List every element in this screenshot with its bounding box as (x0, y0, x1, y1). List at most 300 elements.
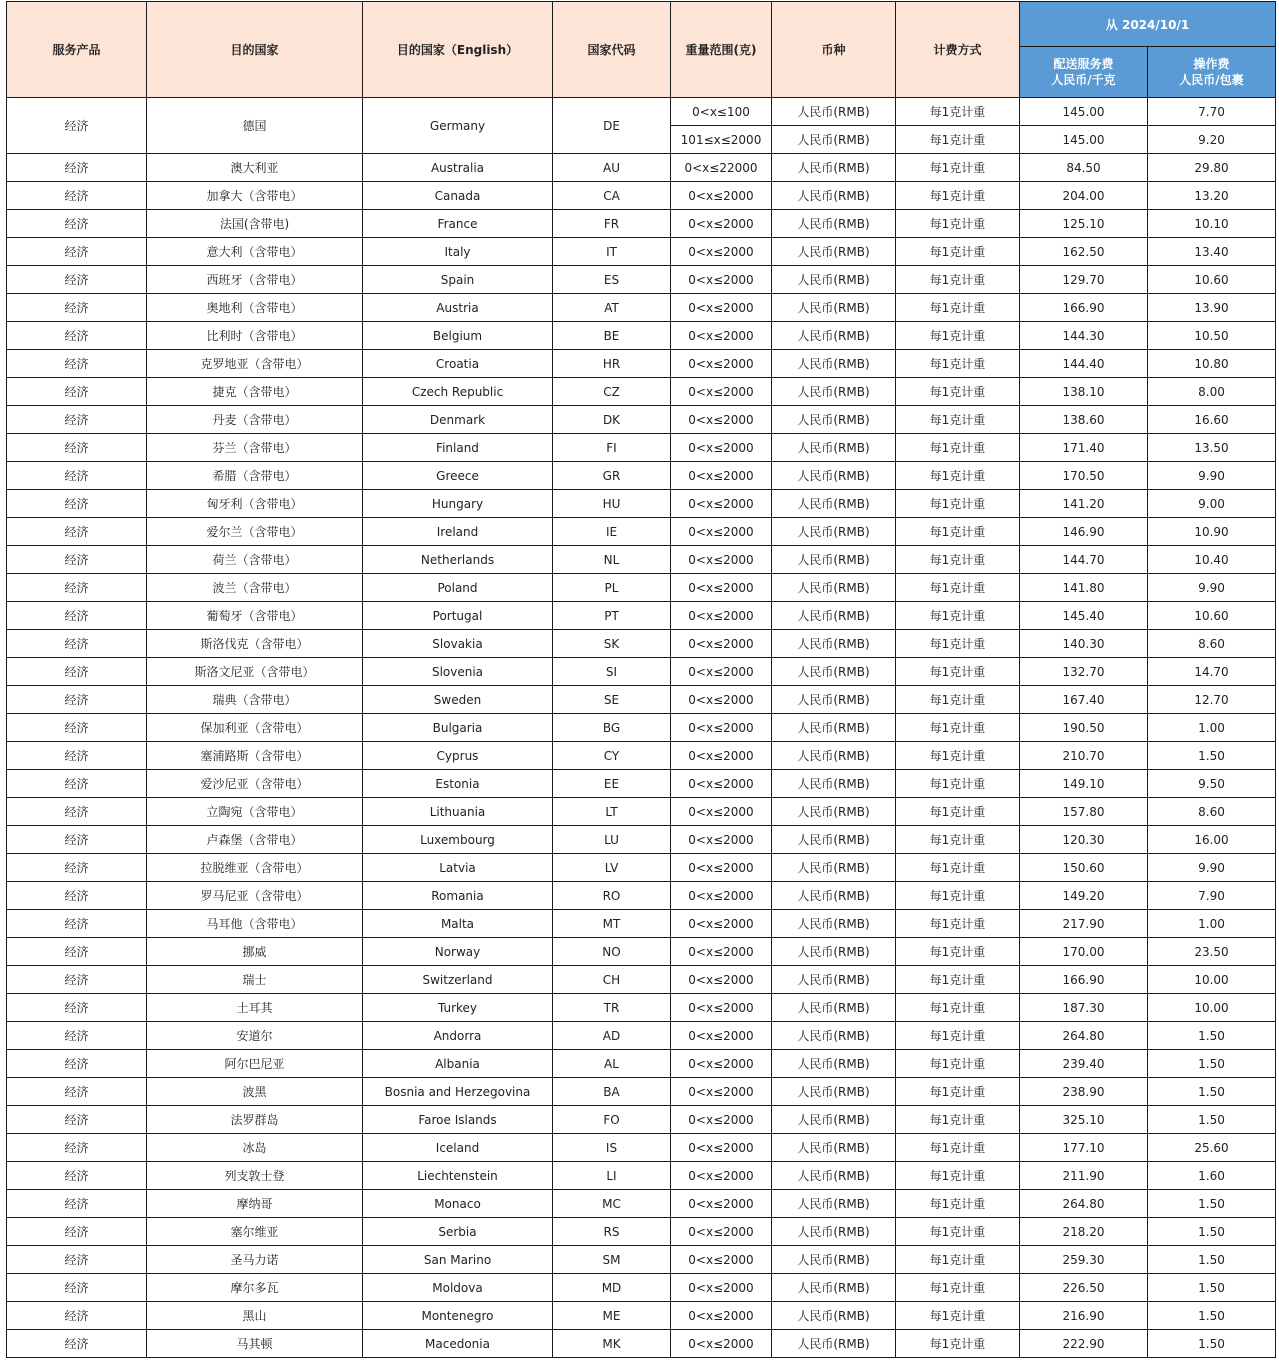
cell-country-code: PT (553, 602, 671, 630)
cell-country-en: Slovakia (363, 630, 553, 658)
cell-handling-fee: 1.00 (1148, 910, 1276, 938)
cell-billing-method: 每1克计重 (896, 182, 1020, 210)
cell-billing-method: 每1克计重 (896, 126, 1020, 154)
cell-currency: 人民币(RMB) (772, 1190, 896, 1218)
cell-country-code: CH (553, 966, 671, 994)
cell-product: 经济 (7, 462, 147, 490)
cell-country-code: CA (553, 182, 671, 210)
cell-product: 经济 (7, 266, 147, 294)
cell-country-en: Macedonia (363, 1330, 553, 1358)
cell-currency: 人民币(RMB) (772, 490, 896, 518)
cell-country-code: AL (553, 1050, 671, 1078)
cell-billing-method: 每1克计重 (896, 350, 1020, 378)
cell-handling-fee: 13.40 (1148, 238, 1276, 266)
cell-country-en: Slovenia (363, 658, 553, 686)
cell-currency: 人民币(RMB) (772, 1302, 896, 1330)
cell-country-en: Montenegro (363, 1302, 553, 1330)
cell-product: 经济 (7, 546, 147, 574)
cell-country-en: Romania (363, 882, 553, 910)
cell-delivery-fee: 138.60 (1020, 406, 1148, 434)
table-row (7, 434, 1276, 462)
cell-country-cn: 安道尔 (147, 1022, 363, 1050)
cell-country-en: Greece (363, 462, 553, 490)
cell-currency: 人民币(RMB) (772, 1246, 896, 1274)
cell-weight-range: 0<x≤2000 (671, 1078, 772, 1106)
cell-country-en: Moldova (363, 1274, 553, 1302)
cell-country-code: GR (553, 462, 671, 490)
table-row (7, 574, 1276, 602)
cell-delivery-fee: 141.80 (1020, 574, 1148, 602)
cell-country-code: IT (553, 238, 671, 266)
cell-country-en: Hungary (363, 490, 553, 518)
table-row (7, 1190, 1276, 1218)
cell-country-cn: 意大利（含带电） (147, 238, 363, 266)
cell-weight-range: 0<x≤2000 (671, 1022, 772, 1050)
cell-country-code: BG (553, 714, 671, 742)
cell-billing-method: 每1克计重 (896, 630, 1020, 658)
cell-weight-range: 0<x≤2000 (671, 770, 772, 798)
cell-product: 经济 (7, 238, 147, 266)
cell-country-en: Turkey (363, 994, 553, 1022)
header-delivery-fee-unit: 人民币/千克 (1051, 73, 1116, 87)
cell-billing-method: 每1克计重 (896, 1106, 1020, 1134)
cell-country-code: DE (553, 98, 671, 154)
cell-currency: 人民币(RMB) (772, 658, 896, 686)
cell-product: 经济 (7, 1022, 147, 1050)
cell-country-cn: 斯洛伐克（含带电） (147, 630, 363, 658)
table-row (7, 98, 1276, 126)
cell-weight-range: 0<x≤2000 (671, 742, 772, 770)
cell-weight-range: 0<x≤2000 (671, 294, 772, 322)
cell-country-cn: 法罗群岛 (147, 1106, 363, 1134)
cell-billing-method: 每1克计重 (896, 1050, 1020, 1078)
cell-weight-range: 101≤x≤2000 (671, 126, 772, 154)
cell-delivery-fee: 150.60 (1020, 854, 1148, 882)
table-row (7, 910, 1276, 938)
cell-weight-range: 0<x≤2000 (671, 350, 772, 378)
cell-billing-method: 每1克计重 (896, 266, 1020, 294)
cell-country-code: LT (553, 798, 671, 826)
cell-delivery-fee: 157.80 (1020, 798, 1148, 826)
cell-country-code: EE (553, 770, 671, 798)
cell-product: 经济 (7, 854, 147, 882)
cell-handling-fee: 10.10 (1148, 210, 1276, 238)
cell-product: 经济 (7, 742, 147, 770)
cell-delivery-fee: 218.20 (1020, 1218, 1148, 1246)
cell-product: 经济 (7, 434, 147, 462)
table-row (7, 154, 1276, 182)
cell-billing-method: 每1克计重 (896, 910, 1020, 938)
cell-country-en: Luxembourg (363, 826, 553, 854)
cell-billing-method: 每1克计重 (896, 826, 1020, 854)
table-header (7, 2, 1276, 98)
cell-billing-method: 每1克计重 (896, 1134, 1020, 1162)
cell-country-cn: 挪威 (147, 938, 363, 966)
cell-currency: 人民币(RMB) (772, 238, 896, 266)
cell-handling-fee: 1.60 (1148, 1162, 1276, 1190)
table-row (7, 1274, 1276, 1302)
cell-product: 经济 (7, 210, 147, 238)
cell-country-cn: 塞尔维亚 (147, 1218, 363, 1246)
cell-handling-fee: 14.70 (1148, 658, 1276, 686)
cell-billing-method: 每1克计重 (896, 1190, 1020, 1218)
cell-currency: 人民币(RMB) (772, 798, 896, 826)
cell-delivery-fee: 190.50 (1020, 714, 1148, 742)
cell-currency: 人民币(RMB) (772, 1162, 896, 1190)
cell-currency: 人民币(RMB) (772, 434, 896, 462)
cell-billing-method: 每1克计重 (896, 966, 1020, 994)
cell-billing-method: 每1克计重 (896, 1246, 1020, 1274)
cell-weight-range: 0<x≤2000 (671, 994, 772, 1022)
cell-country-cn: 荷兰（含带电） (147, 546, 363, 574)
cell-country-en: Cyprus (363, 742, 553, 770)
cell-delivery-fee: 211.90 (1020, 1162, 1148, 1190)
cell-handling-fee: 9.90 (1148, 854, 1276, 882)
cell-delivery-fee: 325.10 (1020, 1106, 1148, 1134)
rate-table (6, 1, 1276, 1358)
cell-billing-method: 每1克计重 (896, 1302, 1020, 1330)
cell-country-en: Finland (363, 434, 553, 462)
cell-product: 经济 (7, 1330, 147, 1358)
cell-country-en: Estonia (363, 770, 553, 798)
cell-country-en: Liechtenstein (363, 1162, 553, 1190)
table-row (7, 378, 1276, 406)
cell-country-cn: 芬兰（含带电） (147, 434, 363, 462)
cell-handling-fee: 10.00 (1148, 994, 1276, 1022)
cell-currency: 人民币(RMB) (772, 378, 896, 406)
cell-country-cn: 瑞士 (147, 966, 363, 994)
cell-product: 经济 (7, 966, 147, 994)
cell-product: 经济 (7, 98, 147, 154)
cell-country-en: Sweden (363, 686, 553, 714)
cell-delivery-fee: 84.50 (1020, 154, 1148, 182)
cell-billing-method: 每1克计重 (896, 658, 1020, 686)
cell-country-cn: 斯洛文尼亚（含带电） (147, 658, 363, 686)
cell-delivery-fee: 145.00 (1020, 126, 1148, 154)
cell-country-cn: 希腊（含带电） (147, 462, 363, 490)
cell-billing-method: 每1克计重 (896, 602, 1020, 630)
cell-currency: 人民币(RMB) (772, 406, 896, 434)
cell-handling-fee: 8.60 (1148, 630, 1276, 658)
cell-handling-fee: 9.20 (1148, 126, 1276, 154)
cell-country-code: LI (553, 1162, 671, 1190)
header-delivery-fee-title: 配送服务费 (1053, 57, 1114, 71)
cell-product: 经济 (7, 350, 147, 378)
cell-product: 经济 (7, 490, 147, 518)
cell-weight-range: 0<x≤2000 (671, 1134, 772, 1162)
cell-country-cn: 爱尔兰（含带电） (147, 518, 363, 546)
table-row (7, 1106, 1276, 1134)
cell-billing-method: 每1克计重 (896, 686, 1020, 714)
cell-handling-fee: 9.90 (1148, 574, 1276, 602)
cell-country-en: Belgium (363, 322, 553, 350)
cell-billing-method: 每1克计重 (896, 322, 1020, 350)
cell-country-code: ES (553, 266, 671, 294)
header-currency: 币种 (772, 2, 896, 98)
cell-currency: 人民币(RMB) (772, 854, 896, 882)
cell-delivery-fee: 167.40 (1020, 686, 1148, 714)
cell-weight-range: 0<x≤2000 (671, 182, 772, 210)
cell-country-en: Serbia (363, 1218, 553, 1246)
cell-country-code: RS (553, 1218, 671, 1246)
cell-currency: 人民币(RMB) (772, 350, 896, 378)
cell-country-cn: 比利时（含带电） (147, 322, 363, 350)
cell-country-cn: 塞浦路斯（含带电） (147, 742, 363, 770)
table-row (7, 1218, 1276, 1246)
cell-handling-fee: 10.40 (1148, 546, 1276, 574)
cell-handling-fee: 1.50 (1148, 1274, 1276, 1302)
cell-country-cn: 拉脱维亚（含带电） (147, 854, 363, 882)
cell-currency: 人民币(RMB) (772, 294, 896, 322)
cell-handling-fee: 10.60 (1148, 602, 1276, 630)
cell-currency: 人民币(RMB) (772, 770, 896, 798)
cell-weight-range: 0<x≤2000 (671, 406, 772, 434)
cell-weight-range: 0<x≤2000 (671, 434, 772, 462)
cell-weight-range: 0<x≤2000 (671, 574, 772, 602)
cell-handling-fee: 10.50 (1148, 322, 1276, 350)
cell-country-en: Canada (363, 182, 553, 210)
cell-billing-method: 每1克计重 (896, 994, 1020, 1022)
cell-handling-fee: 1.50 (1148, 1246, 1276, 1274)
cell-product: 经济 (7, 658, 147, 686)
cell-weight-range: 0<x≤2000 (671, 1106, 772, 1134)
cell-handling-fee: 8.60 (1148, 798, 1276, 826)
cell-billing-method: 每1克计重 (896, 1330, 1020, 1358)
cell-country-en: Switzerland (363, 966, 553, 994)
cell-product: 经济 (7, 1190, 147, 1218)
cell-country-en: San Marino (363, 1246, 553, 1274)
header-weight-range: 重量范围(克) (671, 2, 772, 98)
cell-handling-fee: 10.00 (1148, 966, 1276, 994)
table-row (7, 966, 1276, 994)
cell-country-cn: 法国(含带电) (147, 210, 363, 238)
cell-currency: 人民币(RMB) (772, 322, 896, 350)
cell-currency: 人民币(RMB) (772, 826, 896, 854)
cell-handling-fee: 10.60 (1148, 266, 1276, 294)
cell-delivery-fee: 120.30 (1020, 826, 1148, 854)
table-row (7, 938, 1276, 966)
cell-weight-range: 0<x≤2000 (671, 630, 772, 658)
cell-handling-fee: 10.80 (1148, 350, 1276, 378)
cell-currency: 人民币(RMB) (772, 1134, 896, 1162)
cell-currency: 人民币(RMB) (772, 546, 896, 574)
cell-billing-method: 每1克计重 (896, 434, 1020, 462)
cell-country-cn: 加拿大（含带电） (147, 182, 363, 210)
cell-product: 经济 (7, 1218, 147, 1246)
cell-product: 经济 (7, 1078, 147, 1106)
cell-handling-fee: 10.90 (1148, 518, 1276, 546)
cell-weight-range: 0<x≤2000 (671, 854, 772, 882)
cell-country-en: Netherlands (363, 546, 553, 574)
cell-delivery-fee: 259.30 (1020, 1246, 1148, 1274)
cell-delivery-fee: 239.40 (1020, 1050, 1148, 1078)
cell-weight-range: 0<x≤2000 (671, 938, 772, 966)
cell-billing-method: 每1克计重 (896, 238, 1020, 266)
cell-country-code: PL (553, 574, 671, 602)
cell-product: 经济 (7, 770, 147, 798)
cell-country-en: Latvia (363, 854, 553, 882)
cell-country-code: SI (553, 658, 671, 686)
cell-currency: 人民币(RMB) (772, 742, 896, 770)
cell-country-code: AU (553, 154, 671, 182)
cell-country-code: CY (553, 742, 671, 770)
cell-product: 经济 (7, 1134, 147, 1162)
cell-country-en: Czech Republic (363, 378, 553, 406)
cell-country-code: MT (553, 910, 671, 938)
cell-currency: 人民币(RMB) (772, 1274, 896, 1302)
table-row (7, 546, 1276, 574)
cell-handling-fee: 13.20 (1148, 182, 1276, 210)
cell-country-en: Ireland (363, 518, 553, 546)
cell-country-code: MC (553, 1190, 671, 1218)
cell-weight-range: 0<x≤2000 (671, 882, 772, 910)
cell-weight-range: 0<x≤2000 (671, 1050, 772, 1078)
cell-delivery-fee: 210.70 (1020, 742, 1148, 770)
cell-weight-range: 0<x≤2000 (671, 1162, 772, 1190)
cell-country-code: NL (553, 546, 671, 574)
cell-product: 经济 (7, 154, 147, 182)
cell-billing-method: 每1克计重 (896, 798, 1020, 826)
cell-billing-method: 每1克计重 (896, 154, 1020, 182)
cell-country-code: SM (553, 1246, 671, 1274)
cell-delivery-fee: 177.10 (1020, 1134, 1148, 1162)
cell-product: 经济 (7, 602, 147, 630)
cell-weight-range: 0<x≤2000 (671, 490, 772, 518)
cell-country-cn: 罗马尼亚（含带电） (147, 882, 363, 910)
cell-delivery-fee: 132.70 (1020, 658, 1148, 686)
cell-delivery-fee: 129.70 (1020, 266, 1148, 294)
cell-billing-method: 每1克计重 (896, 462, 1020, 490)
table-row (7, 1302, 1276, 1330)
cell-country-code: TR (553, 994, 671, 1022)
header-delivery-fee (1020, 47, 1148, 98)
cell-product: 经济 (7, 1274, 147, 1302)
table-row (7, 826, 1276, 854)
cell-handling-fee: 1.50 (1148, 1330, 1276, 1358)
cell-weight-range: 0<x≤2000 (671, 910, 772, 938)
cell-currency: 人民币(RMB) (772, 882, 896, 910)
cell-delivery-fee: 149.20 (1020, 882, 1148, 910)
cell-currency: 人民币(RMB) (772, 630, 896, 658)
table-row (7, 238, 1276, 266)
header-effective-date: 从 2024/10/1 (1020, 2, 1276, 47)
cell-billing-method: 每1克计重 (896, 938, 1020, 966)
cell-currency: 人民币(RMB) (772, 154, 896, 182)
cell-billing-method: 每1克计重 (896, 1218, 1020, 1246)
cell-handling-fee: 13.50 (1148, 434, 1276, 462)
table-row (7, 1246, 1276, 1274)
cell-product: 经济 (7, 1302, 147, 1330)
cell-country-cn: 爱沙尼亚（含带电） (147, 770, 363, 798)
header-handling-fee (1148, 47, 1276, 98)
cell-billing-method: 每1克计重 (896, 1078, 1020, 1106)
cell-weight-range: 0<x≤2000 (671, 1218, 772, 1246)
cell-billing-method: 每1克计重 (896, 882, 1020, 910)
cell-country-cn: 克罗地亚（含带电） (147, 350, 363, 378)
cell-country-en: Andorra (363, 1022, 553, 1050)
cell-handling-fee: 12.70 (1148, 686, 1276, 714)
cell-billing-method: 每1克计重 (896, 518, 1020, 546)
cell-country-en: Faroe Islands (363, 1106, 553, 1134)
cell-country-en: Iceland (363, 1134, 553, 1162)
table-row (7, 406, 1276, 434)
cell-country-code: MK (553, 1330, 671, 1358)
cell-handling-fee: 1.50 (1148, 1302, 1276, 1330)
cell-handling-fee: 1.50 (1148, 742, 1276, 770)
cell-handling-fee: 9.00 (1148, 490, 1276, 518)
cell-weight-range: 0<x≤2000 (671, 658, 772, 686)
cell-billing-method: 每1克计重 (896, 854, 1020, 882)
cell-delivery-fee: 264.80 (1020, 1022, 1148, 1050)
cell-delivery-fee: 144.40 (1020, 350, 1148, 378)
header-service-product: 服务产品 (7, 2, 147, 98)
cell-handling-fee: 7.70 (1148, 98, 1276, 126)
cell-delivery-fee: 171.40 (1020, 434, 1148, 462)
cell-delivery-fee: 166.90 (1020, 294, 1148, 322)
cell-weight-range: 0<x≤2000 (671, 1190, 772, 1218)
cell-delivery-fee: 226.50 (1020, 1274, 1148, 1302)
cell-handling-fee: 1.50 (1148, 1218, 1276, 1246)
cell-weight-range: 0<x≤2000 (671, 266, 772, 294)
cell-product: 经济 (7, 798, 147, 826)
cell-country-en: France (363, 210, 553, 238)
cell-product: 经济 (7, 630, 147, 658)
cell-weight-range: 0<x≤100 (671, 98, 772, 126)
table-row (7, 714, 1276, 742)
cell-country-code: ME (553, 1302, 671, 1330)
cell-country-code: FO (553, 1106, 671, 1134)
cell-country-cn: 葡萄牙（含带电） (147, 602, 363, 630)
cell-handling-fee: 1.50 (1148, 1078, 1276, 1106)
cell-billing-method: 每1克计重 (896, 490, 1020, 518)
table-row (7, 1162, 1276, 1190)
cell-country-cn: 匈牙利（含带电） (147, 490, 363, 518)
cell-billing-method: 每1克计重 (896, 210, 1020, 238)
cell-handling-fee: 1.00 (1148, 714, 1276, 742)
cell-product: 经济 (7, 1050, 147, 1078)
cell-delivery-fee: 138.10 (1020, 378, 1148, 406)
cell-delivery-fee: 170.50 (1020, 462, 1148, 490)
cell-delivery-fee: 216.90 (1020, 1302, 1148, 1330)
cell-billing-method: 每1克计重 (896, 574, 1020, 602)
cell-delivery-fee: 264.80 (1020, 1190, 1148, 1218)
cell-country-code: RO (553, 882, 671, 910)
cell-billing-method: 每1克计重 (896, 294, 1020, 322)
cell-delivery-fee: 187.30 (1020, 994, 1148, 1022)
cell-handling-fee: 29.80 (1148, 154, 1276, 182)
cell-country-en: Italy (363, 238, 553, 266)
cell-product: 经济 (7, 406, 147, 434)
cell-delivery-fee: 166.90 (1020, 966, 1148, 994)
cell-weight-range: 0<x≤2000 (671, 210, 772, 238)
table-row (7, 518, 1276, 546)
cell-handling-fee: 1.50 (1148, 1190, 1276, 1218)
cell-billing-method: 每1克计重 (896, 378, 1020, 406)
cell-country-en: Monaco (363, 1190, 553, 1218)
cell-country-en: Spain (363, 266, 553, 294)
cell-delivery-fee: 145.00 (1020, 98, 1148, 126)
cell-country-code: AD (553, 1022, 671, 1050)
cell-country-code: HU (553, 490, 671, 518)
cell-billing-method: 每1克计重 (896, 98, 1020, 126)
cell-country-en: Denmark (363, 406, 553, 434)
cell-currency: 人民币(RMB) (772, 994, 896, 1022)
cell-currency: 人民币(RMB) (772, 1078, 896, 1106)
cell-country-code: IE (553, 518, 671, 546)
cell-handling-fee: 9.90 (1148, 462, 1276, 490)
cell-weight-range: 0<x≤2000 (671, 378, 772, 406)
cell-weight-range: 0<x≤2000 (671, 686, 772, 714)
